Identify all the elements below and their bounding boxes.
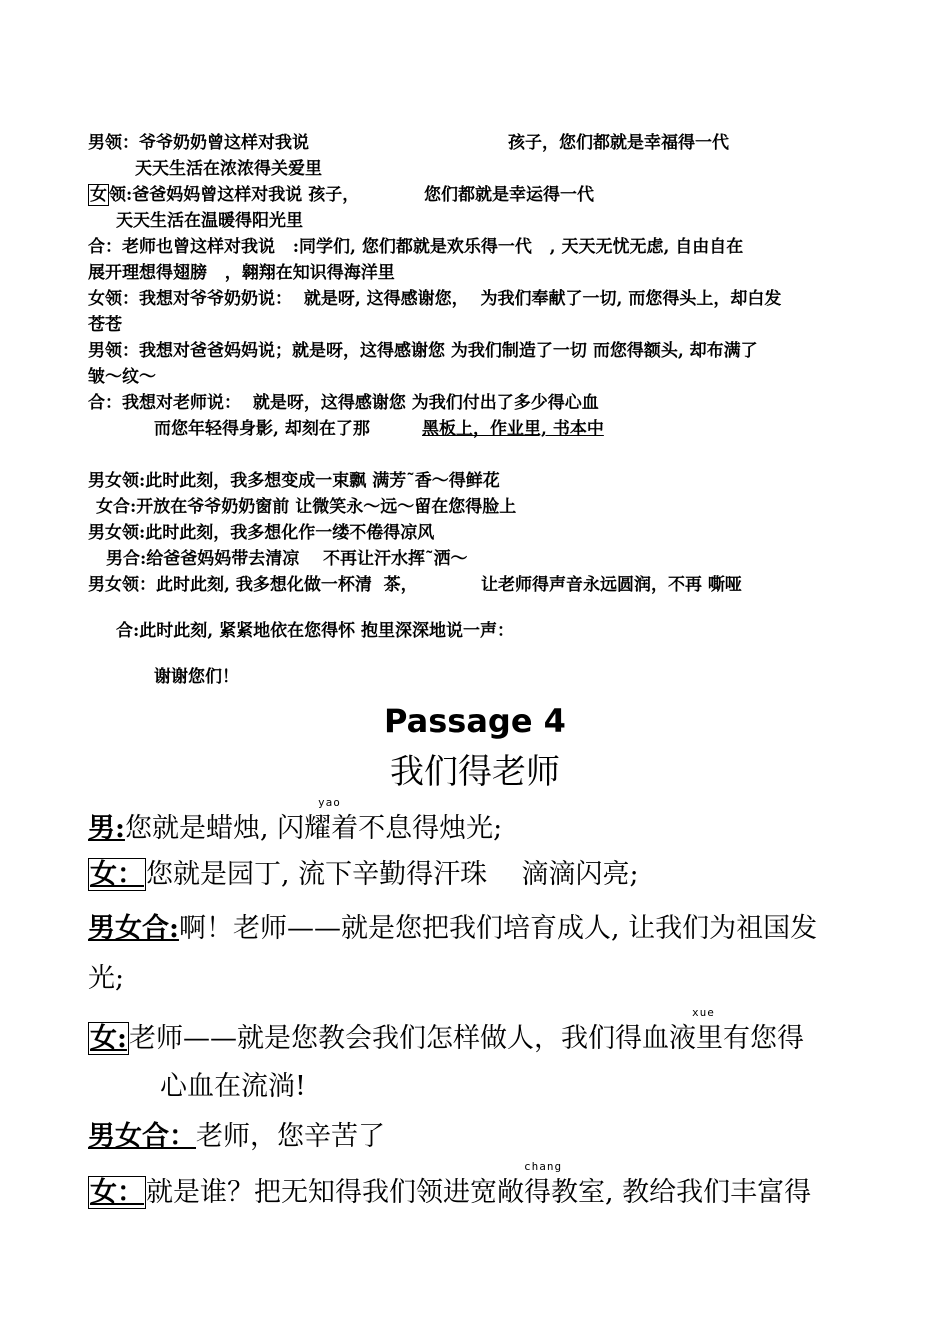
line-18: 合:此时此刻, 紧紧地依在您得怀 抱里深深地说一声： (116, 621, 515, 641)
line-f3 (88, 1170, 811, 1209)
line-12b: 黑板上，作业里, 书本中 (422, 419, 604, 439)
line-4: 天天生活在温暖得阳光里 (116, 211, 303, 231)
speaker-label-female: 女: (90, 1023, 127, 1054)
line-10: 皱～纹～ (88, 367, 156, 387)
line-17b: 让老师得声音永远圆润，不再 嘶哑 (481, 575, 742, 595)
line-19: 谢谢您们！ (154, 667, 239, 687)
line-m1-text: 您就是蜡烛, 闪耀着不息得烛光; (124, 813, 503, 844)
line-11: 合：我想对老师说： 就是呀，这得感谢您 为我们付出了多少得心血 (88, 393, 599, 413)
line-f1-text: 您就是园丁, 流下辛勤得汗珠 滴滴闪亮; (146, 859, 639, 890)
speaker-box: 女 (90, 185, 107, 205)
line-14: 女合:开放在爷爷奶奶窗前 让微笑永～远～留在您得脸上 (96, 497, 517, 517)
line-f2 (88, 1016, 804, 1055)
line-mf2-text: 老师，您辛苦了 (196, 1121, 385, 1152)
speaker-label-both: 男女合： (88, 1121, 196, 1152)
line-8: 苍苍 (88, 315, 122, 335)
passage-subtitle: 我们得老师 (390, 752, 560, 792)
line-15: 男女领:此时此刻，我多想化作一缕不倦得凉风 (88, 523, 435, 543)
line-mf1 (88, 906, 817, 945)
line-3a: 领:爸爸妈妈曾这样对我说 孩子， (109, 185, 360, 205)
line-f3-text: 就是谁？把无知得我们领进宽敞得教室, 教给我们丰富得 (146, 1177, 812, 1208)
line-m1 (88, 806, 502, 845)
speaker-label-female: 女： (90, 859, 144, 890)
line-2: 天天生活在浓浓得关爱里 (135, 159, 322, 179)
line-f2-text: 老师——就是您教会我们怎样做人，我们得血液里有您得 (128, 1023, 804, 1054)
line-12a: 而您年轻得身影, 却刻在了那 (154, 419, 370, 439)
line-3b: 您们都就是幸运得一代 (424, 185, 594, 205)
line-1a: 男领：爷爷奶奶曾这样对我说 (88, 133, 309, 153)
line-mf2 (88, 1114, 385, 1153)
line-5: 合：老师也曾这样对我说 :同学们, 您们都就是欢乐得一代 , 天天无忧无虑, 自由自在 (88, 237, 744, 257)
line-7: 女领：我想对爷爷奶奶说： 就是呀, 这得感谢您， 为我们奉献了一切, 而您得头上，却白发 (88, 289, 782, 309)
line-mf1-text: 啊！老师——就是您把我们培育成人, 让我们为祖国发 (178, 913, 818, 944)
line-f1 (88, 852, 639, 891)
ruby-chang: chang (524, 1160, 563, 1173)
ruby-yao: yao (318, 796, 341, 809)
speaker-label-both: 男女合: (88, 913, 179, 944)
line-16: 男合:给爸爸妈妈带去清凉 不再让汗水挥˜洒～ (106, 549, 468, 569)
speaker-label-female: 女： (90, 1177, 144, 1208)
line-17a: 男女领：此时此刻, 我多想化做一杯清 茶， (88, 575, 418, 595)
line-1b: 孩子，您们都就是幸福得一代 (508, 133, 729, 153)
line-f2-cont: 心血在流淌! (160, 1071, 306, 1102)
line-3 (88, 180, 359, 205)
line-9: 男领：我想对爸爸妈妈说；就是呀，这得感谢您 为我们制造了一切 而您得额头, 却布满了 (88, 341, 758, 361)
passage-heading: Passage 4 (384, 702, 566, 740)
speaker-label-male: 男: (88, 813, 125, 844)
ruby-xue: xue (692, 1006, 715, 1019)
line-6: 展开理想得翅膀 ，翱翔在知识得海洋里 (88, 263, 395, 283)
line-mf1-cont: 光; (88, 963, 125, 994)
line-13: 男女领:此时此刻，我多想变成一束飘 满芳˜香～得鲜花 (88, 471, 500, 491)
